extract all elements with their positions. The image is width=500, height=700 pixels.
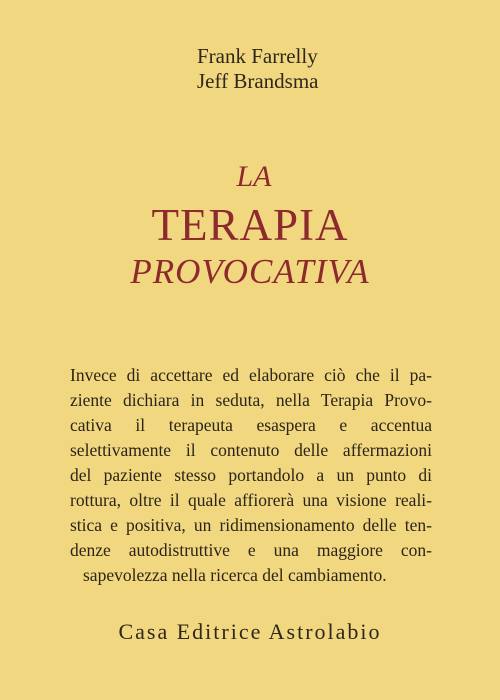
blurb-line: stica e positiva, un ridimensionamento delle ten- — [70, 515, 432, 535]
blurb-line: ziente dichiara in seduta, nella Terapia Provo- — [70, 390, 432, 410]
title-article: LA — [236, 160, 272, 193]
title-main: TERAPIA — [151, 200, 349, 250]
blurb-line: denze autodistruttive e una maggiore con- — [70, 540, 432, 560]
publisher-name: Casa Editrice Astrolabio — [118, 619, 382, 644]
blurb-line: selettivamente il contenuto delle affermazioni — [70, 440, 432, 460]
blurb-line: sapevolezza nella ricerca del cambiamento. — [83, 565, 387, 585]
blurb-line: Invece di accettare ed elaborare ciò che il pa- — [70, 365, 432, 385]
blurb-line: rottura, oltre il quale affiorerà una visione reali- — [70, 490, 432, 510]
blurb-line: del paziente stesso portandolo a un punto di — [70, 465, 432, 485]
authors — [197, 44, 319, 94]
title-subtitle: PROVOCATIVA — [130, 252, 370, 291]
blurb-text — [70, 363, 432, 588]
author-name: Jeff Brandsma — [197, 69, 319, 93]
author-name: Frank Farrelly — [197, 44, 318, 68]
blurb-line: cativa il terapeuta esaspera e accentua — [70, 415, 432, 435]
